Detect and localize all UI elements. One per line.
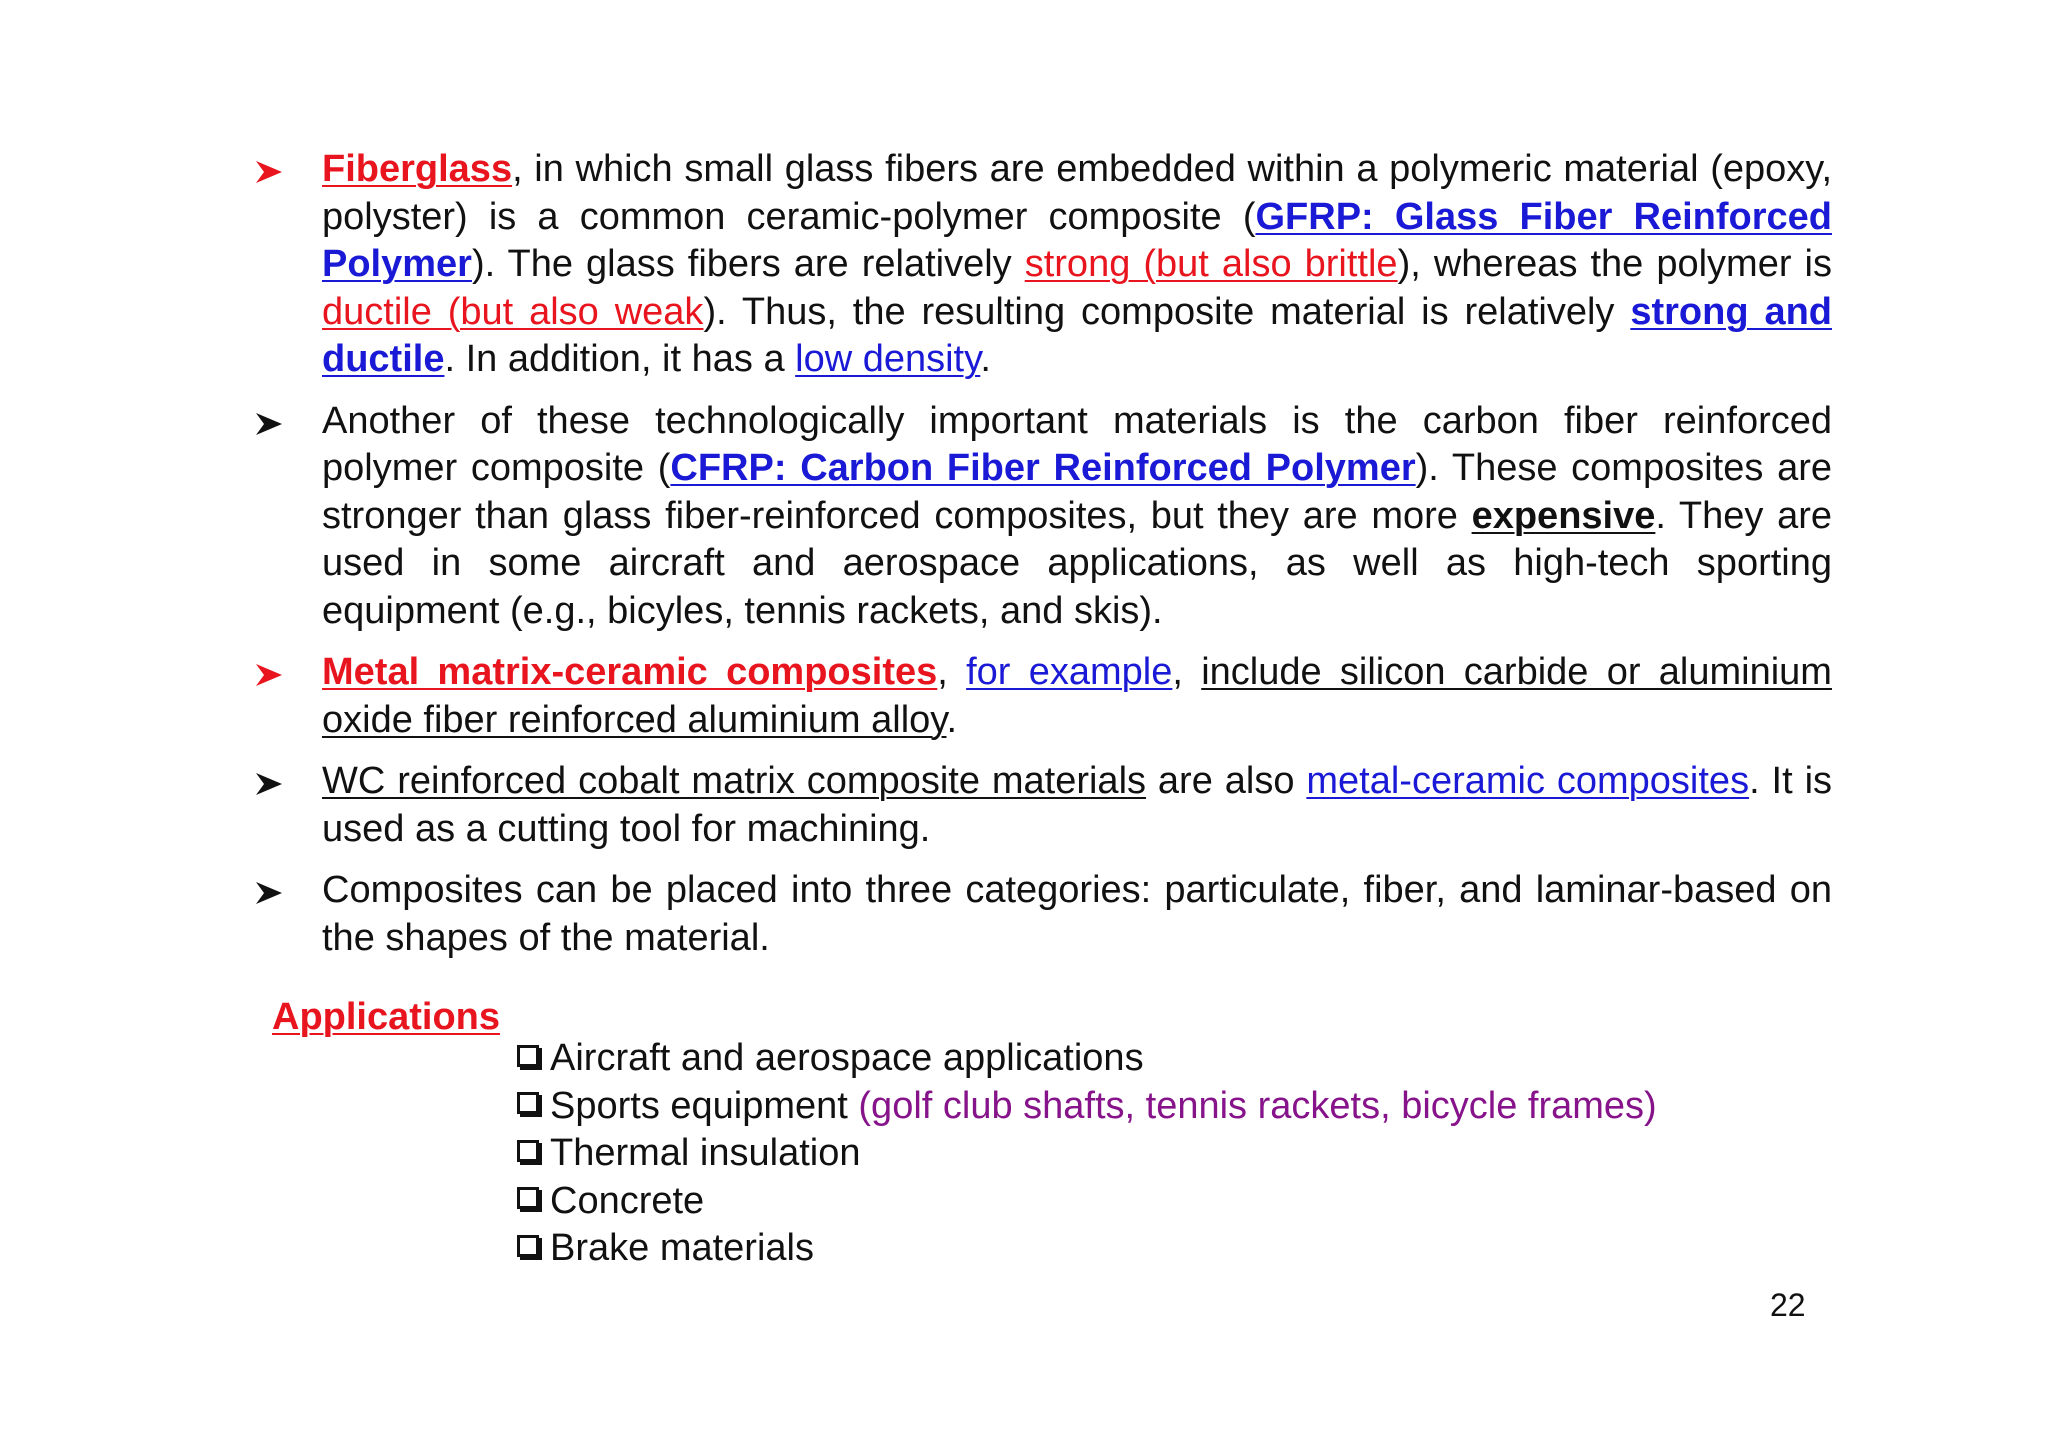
arrowhead-bullet-icon <box>254 159 284 185</box>
bullet-wc-cobalt <box>252 758 1832 853</box>
bullet-fiberglass <box>252 146 1832 384</box>
bullet-cfrp <box>252 398 1832 636</box>
bullet-list <box>252 146 1832 976</box>
bullet-text: Another of these technologically important materials is the carbon fiber reinforced polymer composite (CFRP: Carbon Fiber Reinforced Polymer). These composites are stronger than glass fiber-reinforced composites, but they are more expensive. They are used in some aircraft and aerospace applications, as well as high-tech sporting equipment (e.g., bicyles, tennis rackets, and skis). <box>322 399 1832 632</box>
application-item <box>517 1035 1657 1083</box>
page-number: 22 <box>1770 1287 1806 1323</box>
bullet-text: Fiberglass, in which small glass fibers are embedded within a polymeric material (epoxy, polyster) is a common ceramic-polymer composite (GFRP: Glass Fiber Reinforced Polymer). The glass fibers are relatively strong (but also brittle), whereas the polymer is ductile (but also weak). Thus, the resulting composite material is relatively strong and ductile. In addition, it has a low density. <box>322 148 1833 380</box>
arrowhead-bullet-icon <box>254 880 284 906</box>
checkbox-bullet-icon <box>517 1045 539 1067</box>
checkbox-bullet-icon <box>517 1092 539 1114</box>
bullet-metal-matrix <box>252 649 1832 744</box>
bullet-categories <box>252 867 1832 962</box>
application-label: Sports equipment (golf club shafts, tennis rackets, bicycle frames) <box>550 1084 1657 1127</box>
checkbox-bullet-icon <box>517 1235 539 1257</box>
bullet-text: WC reinforced cobalt matrix composite materials are also metal-ceramic composites. It is used as a cutting tool for machining. <box>322 760 1833 850</box>
applications-heading: Applications <box>272 996 501 1038</box>
application-item <box>517 1130 1657 1178</box>
arrowhead-bullet-icon <box>254 662 284 688</box>
arrowhead-bullet-icon <box>254 771 284 797</box>
arrowhead-bullet-icon <box>254 411 284 437</box>
application-label: Aircraft and aerospace applications <box>550 1037 1144 1079</box>
bullet-text: Metal matrix-ceramic composites, for example, include silicon carbide or aluminium oxide fiber reinforced aluminium alloy. <box>322 651 1832 741</box>
application-item <box>517 1178 1657 1226</box>
checkbox-bullet-icon <box>517 1187 539 1209</box>
application-item <box>517 1225 1657 1273</box>
application-label: Brake materials <box>550 1227 814 1269</box>
applications-list <box>517 1035 1657 1273</box>
application-item <box>517 1083 1657 1131</box>
application-label: Concrete <box>550 1179 705 1222</box>
application-label: Thermal insulation <box>550 1132 861 1174</box>
bullet-text: Composites can be placed into three categories: particulate, fiber, and laminar-based on the shapes of the material. <box>322 869 1832 959</box>
checkbox-bullet-icon <box>517 1140 539 1162</box>
